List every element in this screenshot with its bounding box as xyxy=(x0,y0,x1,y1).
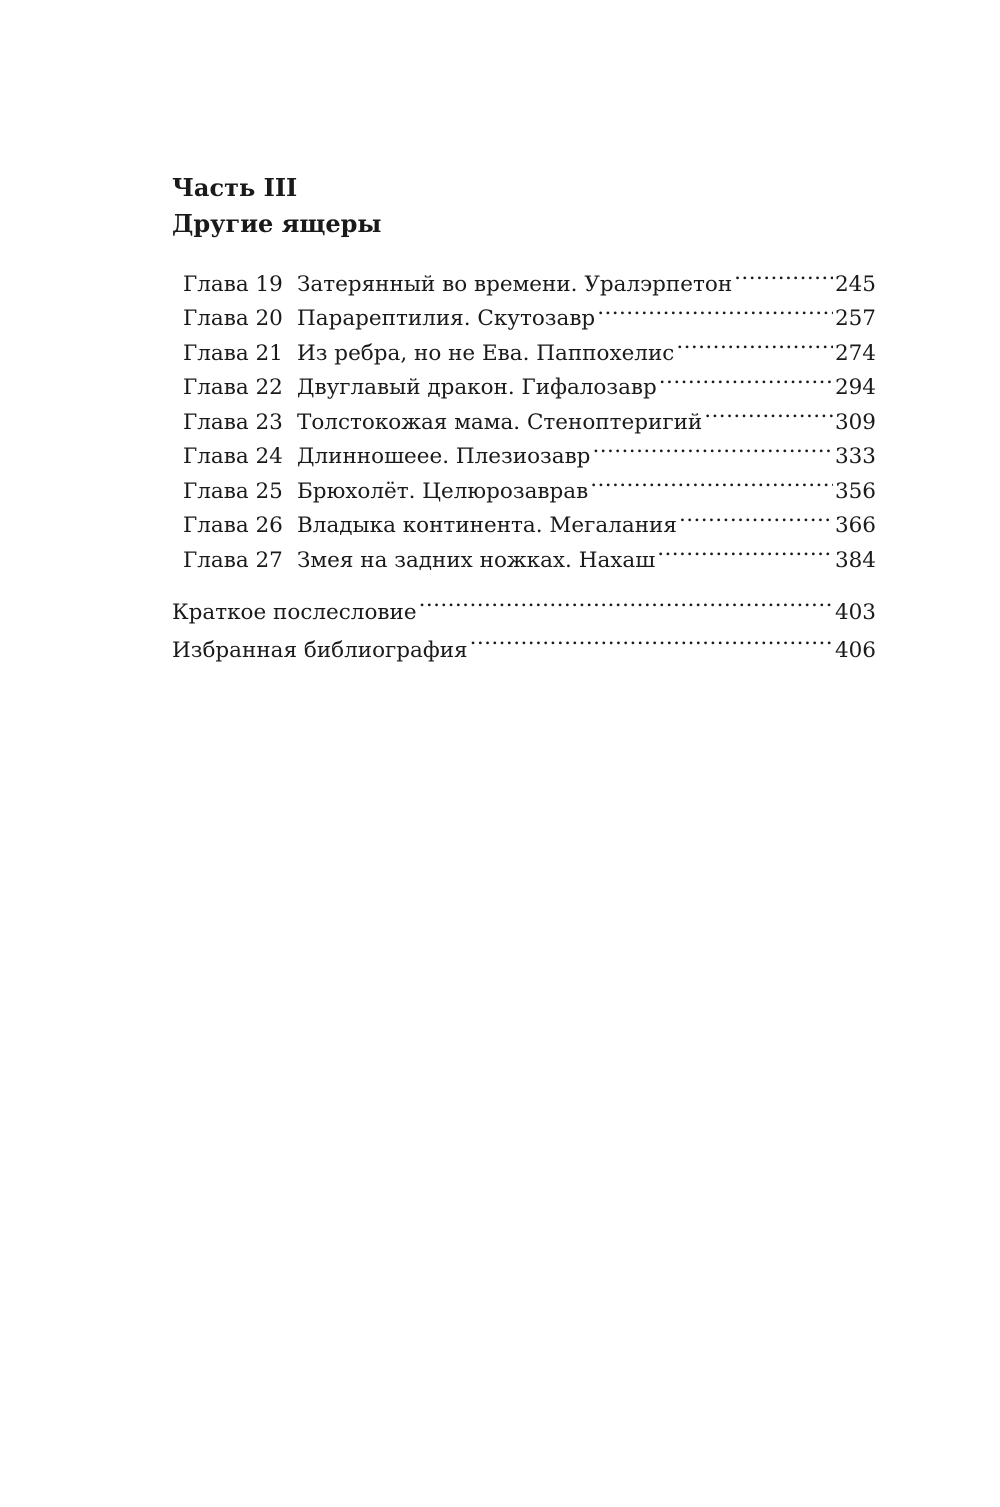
chapter-title: Из ребра, но не Ева. Паппохелис xyxy=(297,340,675,366)
chapter-number: Глава 20 xyxy=(183,306,283,331)
dot-leader xyxy=(704,394,833,429)
page-number: 384 xyxy=(834,547,876,573)
dot-leader xyxy=(470,619,833,657)
chapter-number: Глава 21 xyxy=(183,340,283,366)
part-title: Другие ящеры xyxy=(172,209,382,238)
chapter-title: Двуглавый дракон. Гифалозавр xyxy=(297,375,657,400)
page-number: 245 xyxy=(834,271,876,297)
page-number: 333 xyxy=(834,444,876,469)
chapter-number: Глава 24 xyxy=(183,444,283,469)
chapter-number: Глава 27 xyxy=(183,547,283,573)
chapter-number: Глава 23 xyxy=(183,409,283,435)
chapter-title: Затерянный во времени. Уралэрпетон xyxy=(297,271,733,297)
chapter-title: Змея на задних ножках. Нахаш xyxy=(297,547,656,573)
entry-title: Избранная библиография xyxy=(172,638,468,663)
page-number: 406 xyxy=(834,638,876,663)
dot-leader xyxy=(659,360,833,395)
chapter-number: Глава 19 xyxy=(183,271,283,297)
dot-leader xyxy=(592,429,833,464)
chapter-title: Брюхолёт. Целюрозаврав xyxy=(297,478,589,504)
page-number: 274 xyxy=(834,340,876,366)
page-number: 403 xyxy=(834,600,876,625)
chapter-number: Глава 26 xyxy=(183,513,283,538)
page-number: 294 xyxy=(834,375,876,400)
dot-leader xyxy=(679,498,833,533)
dot-leader xyxy=(590,463,833,498)
toc-entry-afterword[interactable] xyxy=(172,581,876,625)
part-label: Часть III xyxy=(172,173,298,202)
back-matter-list xyxy=(172,581,876,663)
entry-title: Краткое послесловие xyxy=(172,600,417,625)
chapter-title: Парарептилия. Скутозавр xyxy=(297,306,596,331)
chapter-number: Глава 22 xyxy=(183,375,283,400)
chapter-list xyxy=(183,256,876,573)
chapter-number: Глава 25 xyxy=(183,478,283,504)
dot-leader xyxy=(734,256,833,291)
dot-leader xyxy=(676,325,833,360)
chapter-title: Толстокожая мама. Стеноптеригий xyxy=(297,409,703,435)
page-number: 356 xyxy=(834,478,876,504)
dot-leader xyxy=(597,291,833,326)
page-number: 309 xyxy=(834,409,876,435)
page-number: 366 xyxy=(834,513,876,538)
page-number: 257 xyxy=(834,306,876,331)
part-heading xyxy=(172,170,381,242)
chapter-title: Владыка континента. Мегалания xyxy=(297,513,677,538)
dot-leader xyxy=(419,581,833,619)
chapter-title: Длинношеее. Плезиозавр xyxy=(297,444,591,469)
toc-entry-chapter-19[interactable] xyxy=(183,256,876,297)
dot-leader xyxy=(657,532,833,567)
